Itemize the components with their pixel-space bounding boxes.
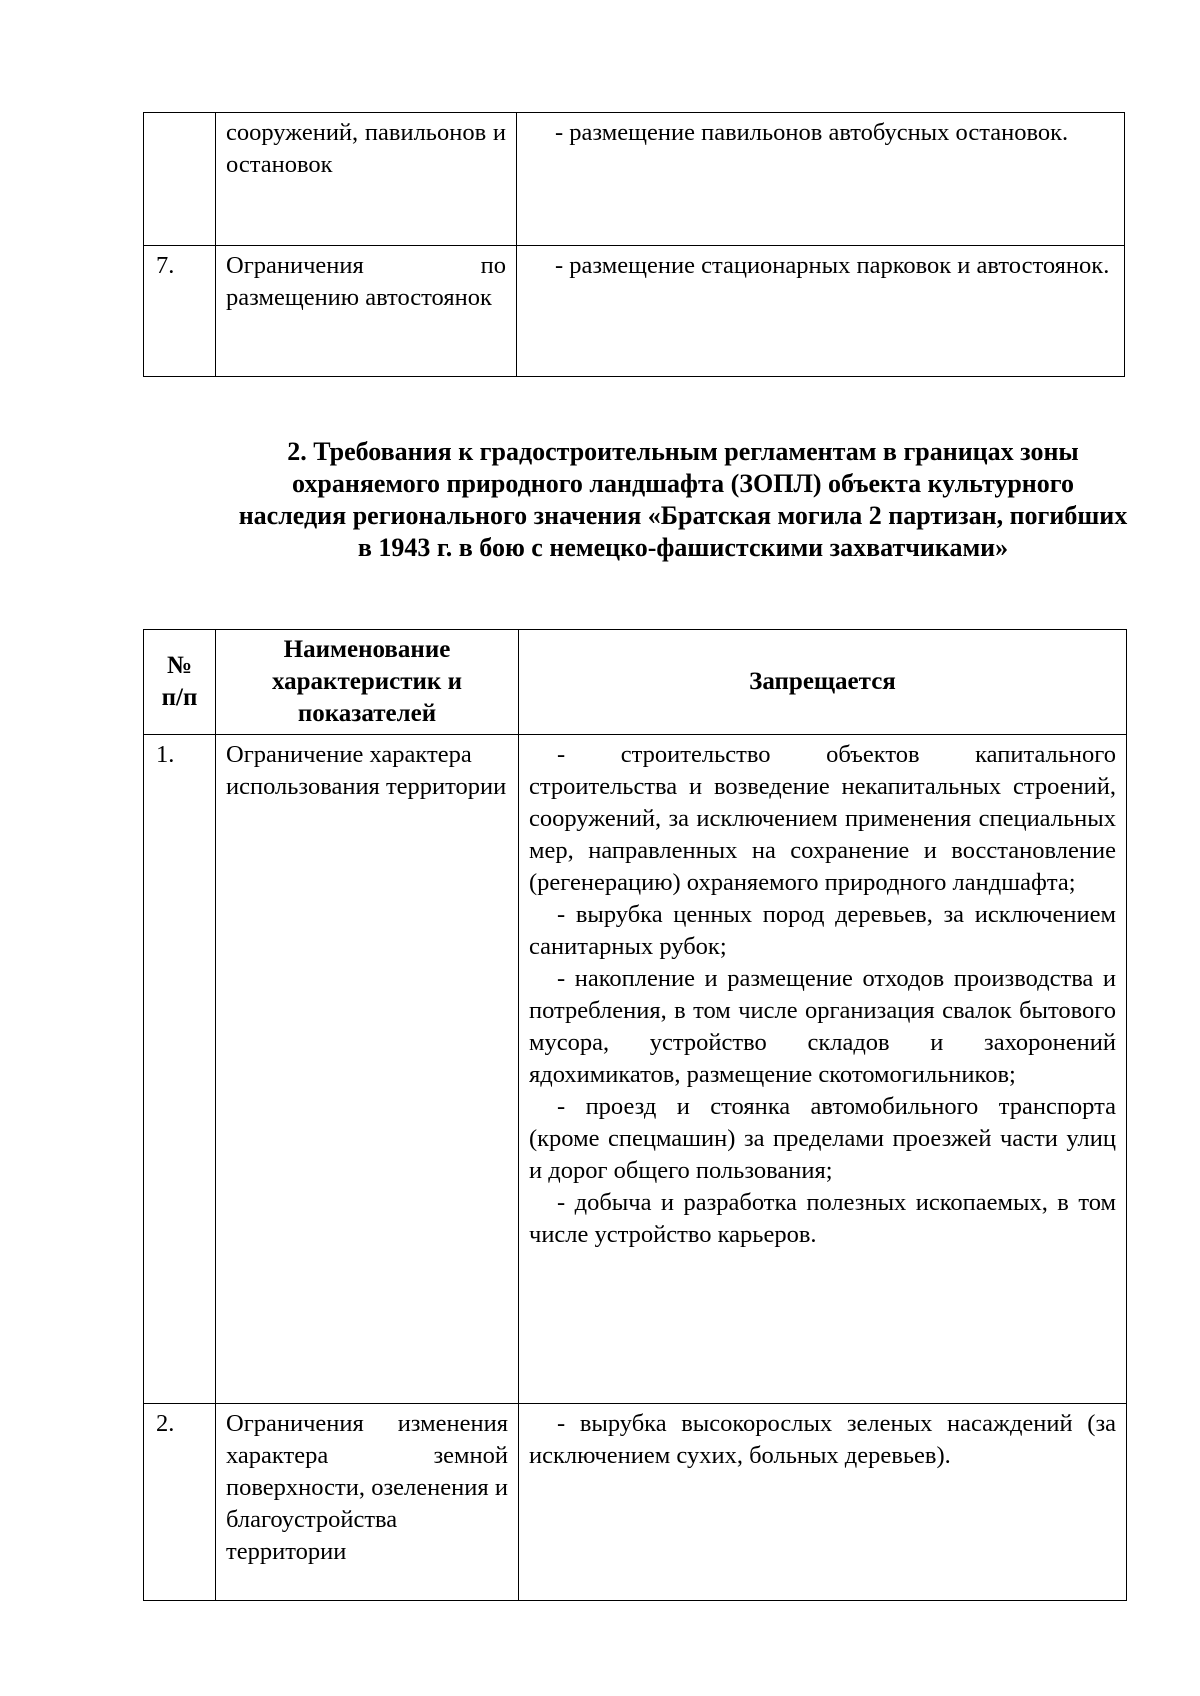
- row-number-cell: [144, 113, 216, 246]
- prohibited-cell: [519, 735, 1127, 1404]
- table-top-continuation: [143, 112, 1125, 377]
- characteristic-cell: сооружений, павильонов и остановок: [216, 113, 517, 246]
- prohibited-item: - проезд и стоянка автомобильного транспорта (кроме спецмашин) за пределами проезжей части улиц и дорог общего пользования;: [529, 1093, 1116, 1184]
- prohibited-item: - строительство объектов капитального строительства и возведение некапитальных строений, сооружений, за исключением применения специальных мер, направленных на сохранение и восстановление (регенерацию) охраняемого природного ландшафта;: [529, 741, 1116, 896]
- characteristic-cell: Ограничения по размещению автостоянок: [216, 246, 517, 377]
- header-characteristics: Наименование характеристик и показателей: [216, 630, 519, 735]
- zopl-requirements-table: [143, 629, 1127, 1601]
- prohibited-item: - накопление и размещение отходов производства и потребления, в том числе организация свалок бытового мусора, устройство складов и захоронений ядохимикатов, размещение скотомогильников;: [529, 965, 1116, 1088]
- table-row: [144, 735, 1127, 1404]
- table-row: [144, 113, 1125, 246]
- prohibited-cell: - размещение стационарных парковок и автостоянок.: [517, 246, 1125, 377]
- table-header-row: [144, 630, 1127, 735]
- section-heading: 2. Требования к градостроительным регламентам в границах зоны охраняемого природного ландшафта (ЗОПЛ) объекта культурного наследия регионального значения «Братская могила 2 партизан, погибших в 1943 г. в бою с немецко-фашистскими захватчиками»: [238, 437, 1128, 562]
- row-number-cell: 1.: [144, 735, 216, 1404]
- prohibited-cell: - размещение павильонов автобусных остановок.: [517, 113, 1125, 246]
- table-row: [144, 246, 1125, 377]
- prohibited-item: - вырубка ценных пород деревьев, за исключением санитарных рубок;: [529, 901, 1116, 960]
- row-number-cell: 7.: [144, 246, 216, 377]
- prohibited-item: - вырубка высокорослых зеленых насаждений (за исключением сухих, больных деревьев).: [529, 1410, 1116, 1469]
- characteristic-cell: Ограничения изменения характера земной поверхности, озеленения и благоустройства территории: [216, 1404, 519, 1601]
- table-row: [144, 1404, 1127, 1601]
- header-number: № п/п: [144, 630, 216, 735]
- prohibited-item: - добыча и разработка полезных ископаемых, в том числе устройство карьеров.: [529, 1189, 1116, 1248]
- header-prohibited: Запрещается: [519, 630, 1127, 735]
- row-number-cell: 2.: [144, 1404, 216, 1601]
- characteristic-cell: Ограничение характера использования территории: [216, 735, 519, 1404]
- prohibited-cell: [519, 1404, 1127, 1601]
